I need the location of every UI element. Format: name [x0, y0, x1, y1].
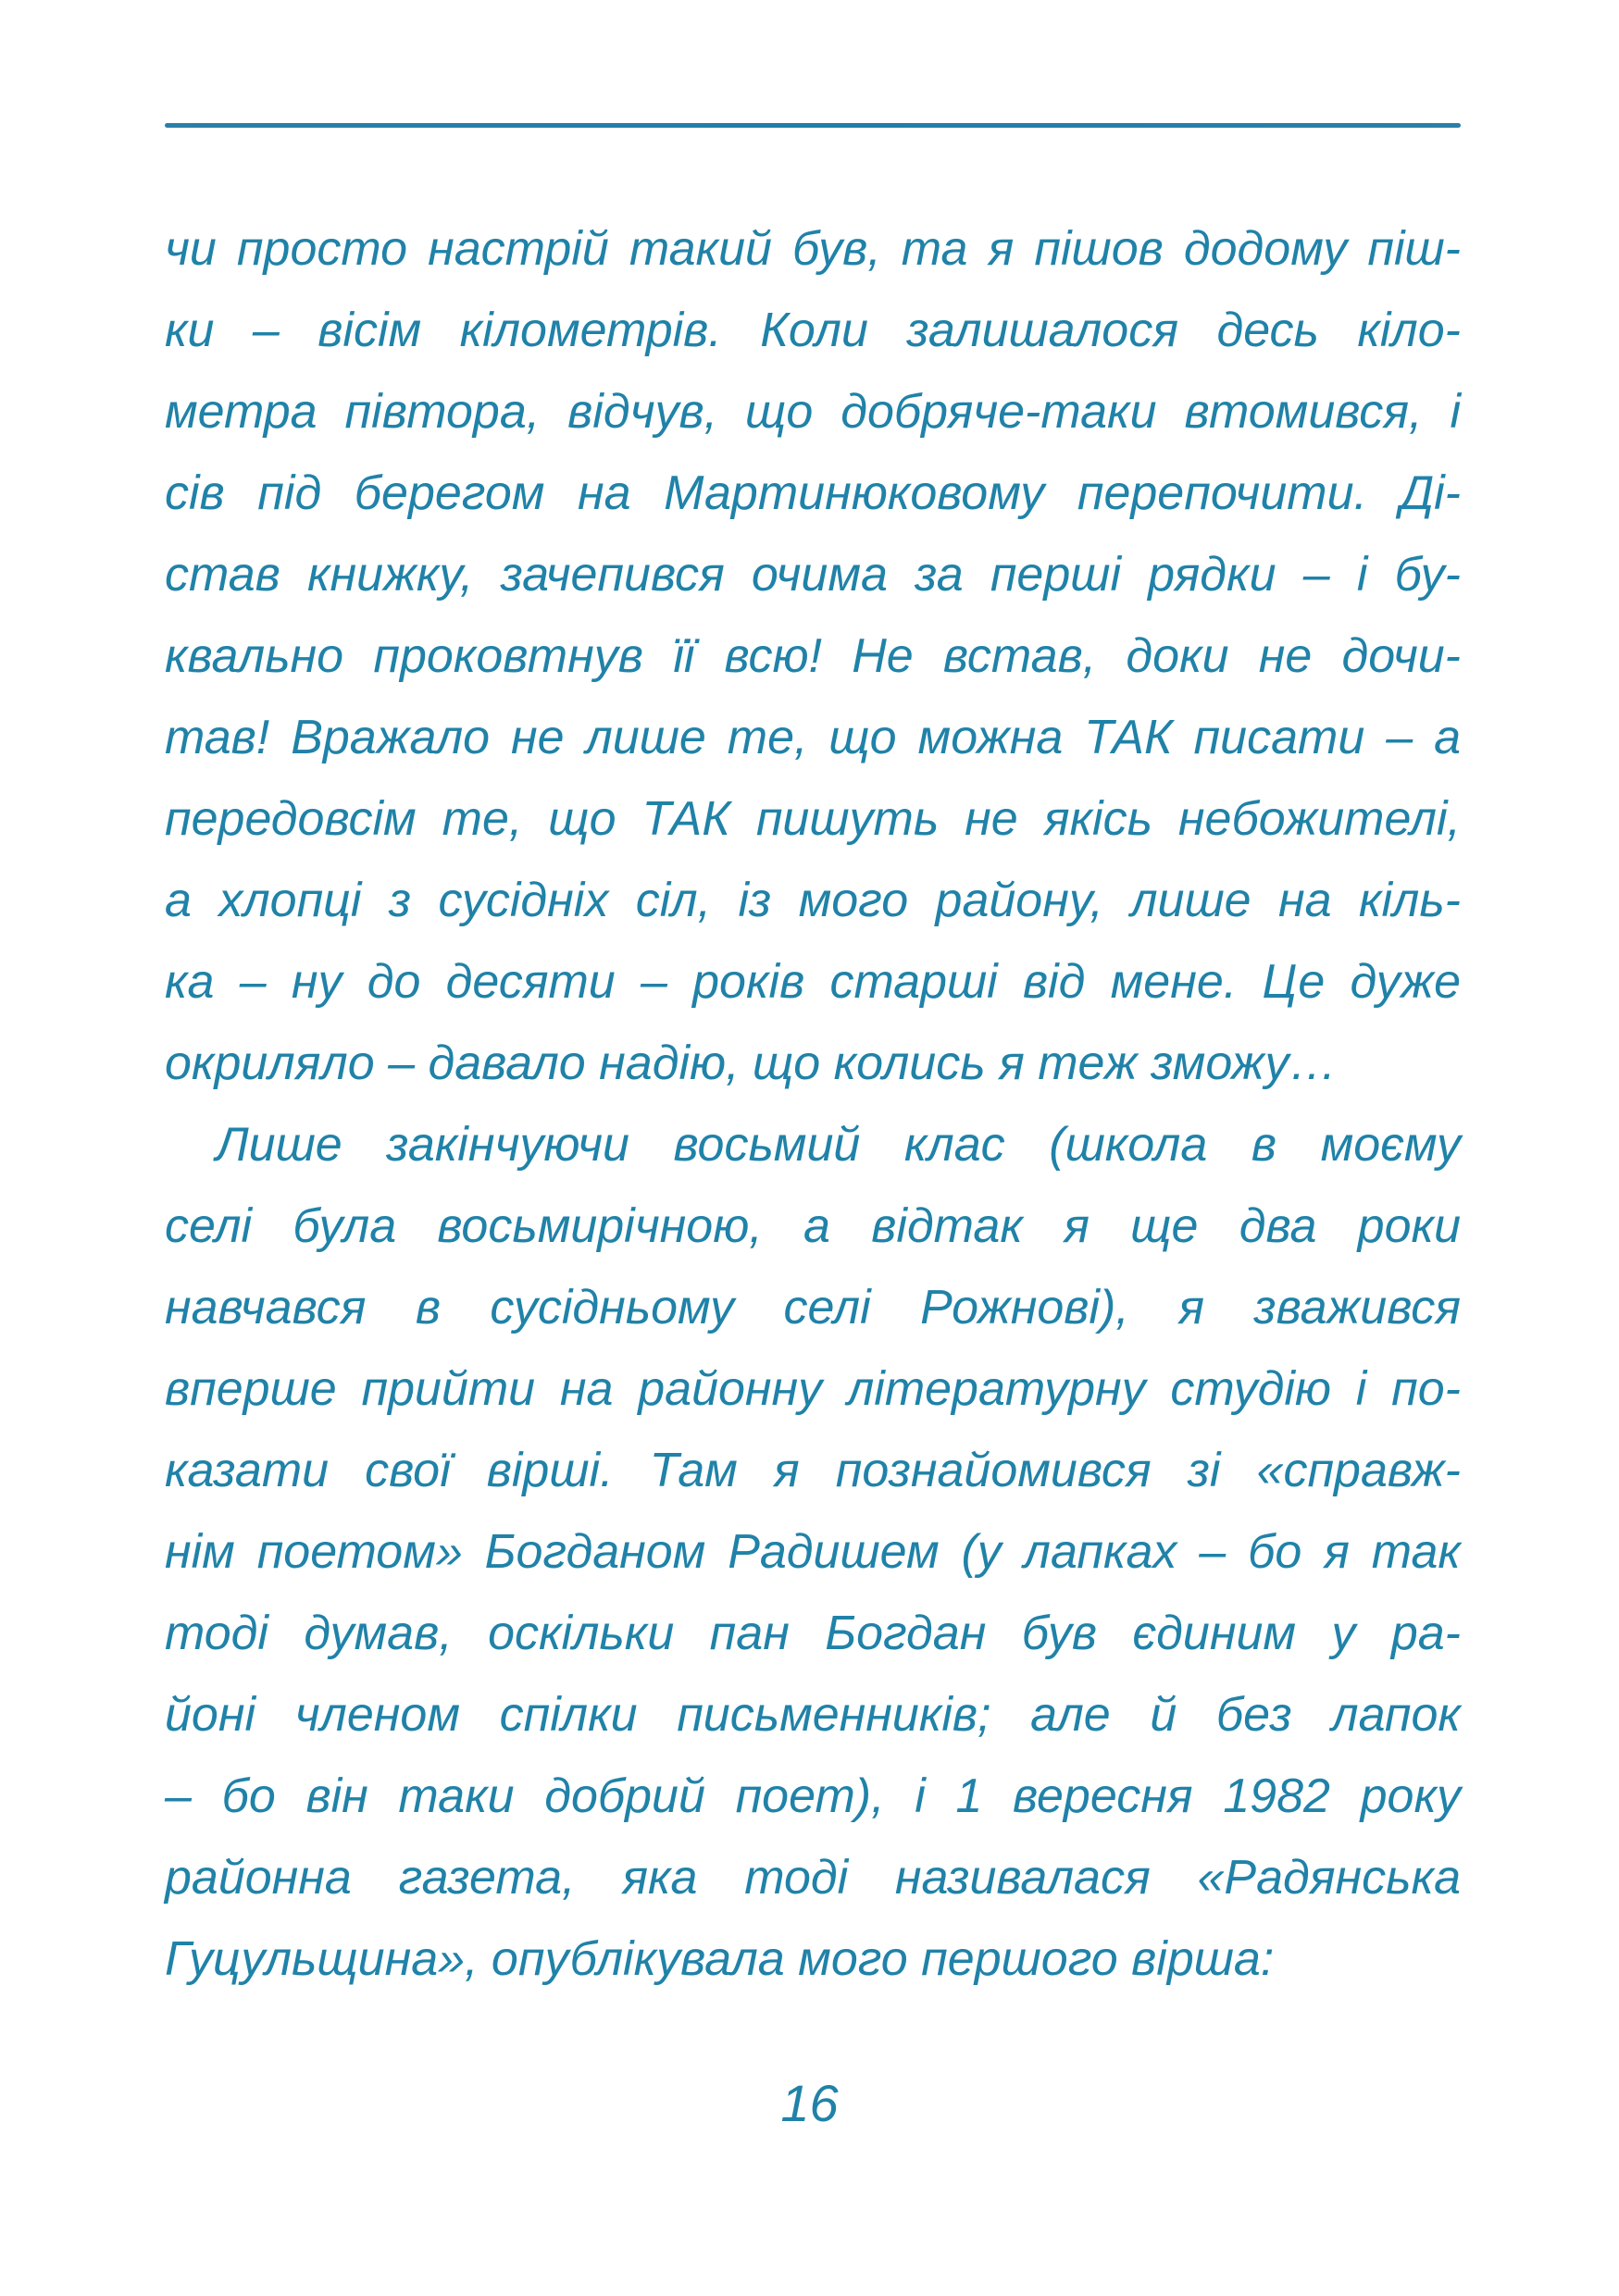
text-line: ки – вісім кілометрів. Коли залишалося десь кіло-: [165, 304, 1461, 357]
text-line: районна газета, яка тоді називалася «Радянська: [165, 1851, 1461, 1905]
page-number: 16: [780, 2074, 839, 2132]
text-line: окриляло – давало надію, що колись я теж зможу…: [165, 1036, 1338, 1090]
text-line: тоді думав, оскільки пан Богдан був єдиним у ра-: [165, 1607, 1461, 1660]
paragraph-2: [165, 1104, 1461, 2000]
text-line: став книжку, зачепився очима за перші рядки – і бу-: [165, 548, 1461, 602]
text-line: нім поетом» Богданом Радишем (у лапках – бо я так: [165, 1525, 1461, 1579]
text-line: метра півтора, відчув, що добряче-таки втомився, і: [165, 385, 1461, 439]
text-line: сів під берегом на Мартинюковому перепочити. Ді-: [165, 466, 1461, 520]
text-line: а хлопці з сусідніх сіл, із мого району, лише на кіль-: [165, 874, 1461, 927]
text-line: селі була восьмирічною, а відтак я ще два роки: [165, 1199, 1461, 1253]
text-line: навчався в сусідньому селі Рожнові), я зважився: [165, 1281, 1461, 1334]
paragraph-1: [165, 208, 1461, 1104]
text-line: тав! Вражало не лише те, що можна ТАК писати – а: [165, 711, 1461, 764]
text-line: казати свої вірші. Там я познайомився зі «справж-: [165, 1444, 1461, 1497]
text-line: Лише закінчуючи восьмий клас (школа в моєму: [216, 1118, 1461, 1172]
text-line: вперше прийти на районну літературну студію і по-: [165, 1362, 1461, 1416]
text-line: Гуцульщина», опублікувала мого першого вірша:: [165, 1932, 1275, 1986]
text-line: передовсім те, що ТАК пишуть не якісь небожителі,: [165, 792, 1461, 846]
text-line: йоні членом спілки письменників; але й без лапок: [165, 1688, 1461, 1742]
text-line: чи просто настрій такий був, та я пішов додому піш-: [165, 222, 1461, 276]
text-line: – бо він таки добрий поет), і 1 вересня 1982 року: [165, 1769, 1461, 1823]
text-line: ка – ну до десяти – років старші від мене. Це дуже: [165, 955, 1461, 1009]
header-rule: [165, 123, 1461, 128]
text-line: квально проковтнув її всю! Не встав, доки не дочи-: [165, 629, 1461, 683]
body-text: [165, 208, 1461, 2000]
